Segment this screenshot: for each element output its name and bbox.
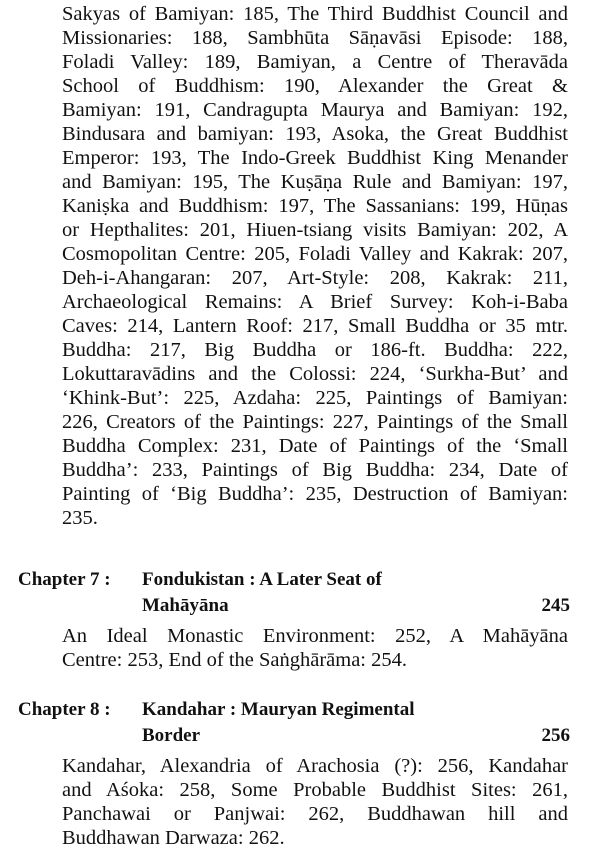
chapter-7-contents — [62, 624, 568, 672]
chapter-6-contents — [62, 2, 568, 530]
chapter-label: Chapter 7 : — [18, 569, 111, 590]
text-line: Emperor: 193, The Indo-Greek Buddhist King Menander — [62, 147, 568, 169]
chapter-8-contents — [62, 754, 568, 850]
text-line: 235. — [62, 507, 98, 529]
chapter-title: Mahāyāna — [142, 595, 229, 616]
text-line: Kandahar, Alexandria of Arachosia (?): 256, Kandahar — [62, 755, 568, 777]
text-line: Caves: 214, Lantern Roof: 217, Small Buddha or 35 mtr. — [62, 315, 568, 337]
text-line: Deh-i-Ahangaran: 207, Art-Style: 208, Kakrak: 211, — [62, 267, 568, 289]
chapter-title: Fondukistan : A Later Seat of — [142, 569, 382, 590]
text-line: Kaniṣka and Buddhism: 197, The Sassanians: 199, Hūṇas — [62, 195, 568, 217]
chapter-label: Chapter 8 : — [18, 699, 111, 720]
text-line: Missionaries: 188, Sambhūta Sāṇavāsi Episode: 188, — [62, 27, 568, 49]
text-line: Cosmopolitan Centre: 205, Foladi Valley and Kakrak: 207, — [62, 243, 568, 265]
text-line: 226, Creators of the Paintings: 227, Paintings of the Small — [62, 411, 568, 433]
text-line: Centre: 253, End of the Saṅghārāma: 254. — [62, 649, 407, 671]
chapter-page-number: 245 — [541, 595, 570, 616]
text-line: ‘Khink-But’: 225, Azdaha: 225, Paintings of Bamiyan: — [62, 387, 568, 409]
text-line: Buddhawan Darwaza: 262. — [62, 827, 285, 849]
text-line: An Ideal Monastic Environment: 252, A Mahāyāna — [62, 625, 568, 647]
text-line: Bamiyan: 191, Candragupta Maurya and Bamiyan: 192, — [62, 99, 568, 121]
chapter-page-number: 256 — [541, 725, 570, 746]
text-line: Buddha’: 233, Paintings of Big Buddha: 234, Date of — [62, 459, 568, 481]
text-line: or Hepthalites: 201, Hiuen-tsiang visits Bamiyan: 202, A — [62, 219, 568, 241]
chapter-title: Border — [142, 725, 201, 746]
text-line: Buddha Complex: 231, Date of Paintings of the ‘Small — [62, 435, 568, 457]
text-line: and Aśoka: 258, Some Probable Buddhist Sites: 261, — [62, 779, 568, 801]
text-line: Panchawai or Panjwai: 262, Buddhawan hill and — [62, 803, 568, 825]
text-line: Painting of ‘Big Buddha’: 235, Destruction of Bamiyan: — [62, 483, 568, 505]
chapter-title: Kandahar : Mauryan Regimental — [142, 699, 415, 720]
text-line: and Bamiyan: 195, The Kuṣāṇa Rule and Bamiyan: 197, — [62, 171, 568, 193]
text-line: Bindusara and bamiyan: 193, Asoka, the Great Buddhist — [62, 123, 568, 145]
text-line: Lokuttaravādins and the Colossi: 224, ‘Surkha-But’ and — [62, 363, 568, 385]
text-line: Buddha: 217, Big Buddha or 186-ft. Buddha: 222, — [62, 339, 568, 361]
text-line: School of Buddhism: 190, Alexander the Great & — [62, 75, 568, 97]
text-line: Sakyas of Bamiyan: 185, The Third Buddhist Council and — [62, 3, 568, 25]
text-line: Archaeological Remains: A Brief Survey: Koh-i-Baba — [62, 291, 568, 313]
text-line: Foladi Valley: 189, Bamiyan, a Centre of Theravāda — [62, 51, 568, 73]
